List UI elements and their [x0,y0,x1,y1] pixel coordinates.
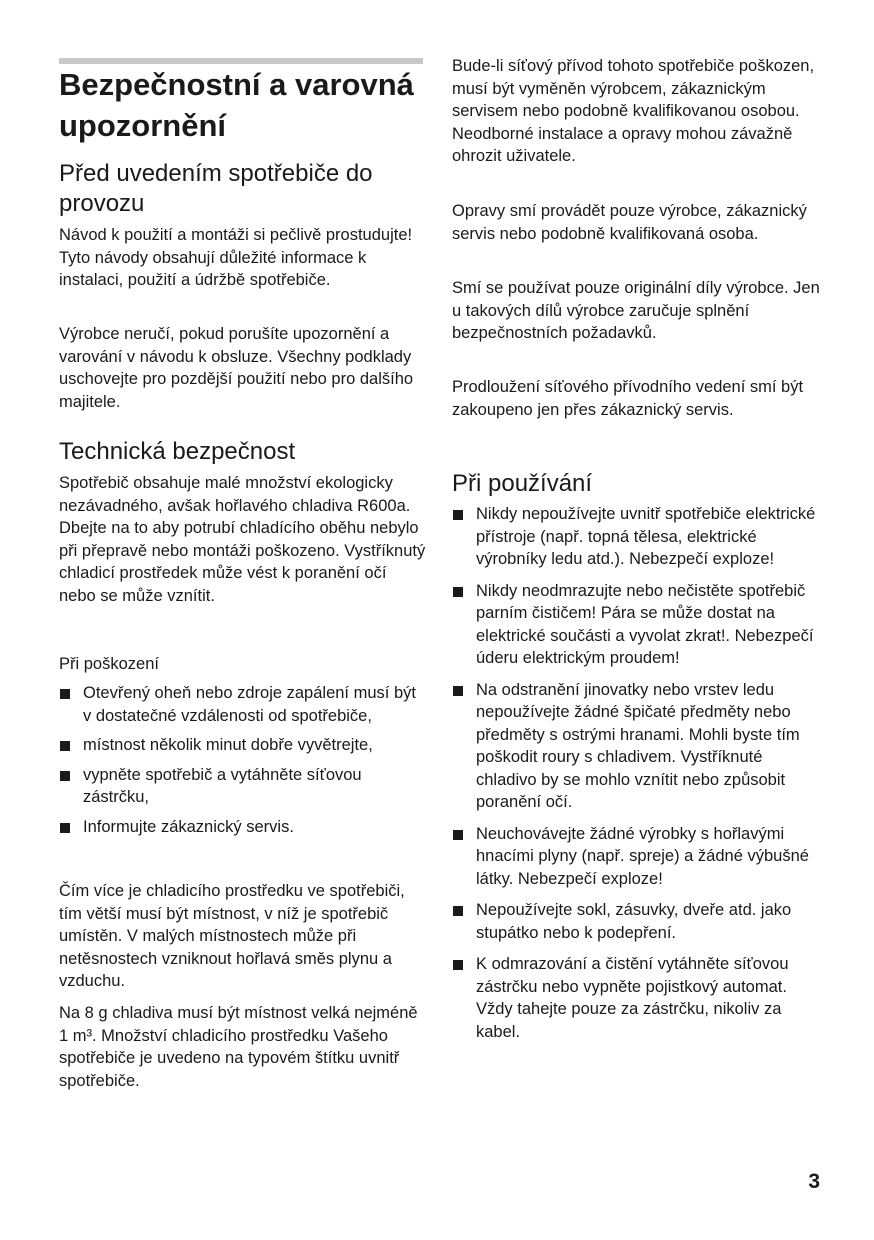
paragraph: Výrobce neručí, pokud porušíte upozornění a varování v návodu k obsluze. Všechny podklady uschovejte pro pozdější použití nebo pro dalšího majitele. [59,325,414,411]
square-bullet-icon [60,823,70,833]
paragraph: Čím více je chladicího prostředku ve spotřebiči, tím větší musí být místnost, v níž je spotřebič umístěn. V malých místnostech může při netěsnostech vzniknout hořlavá směs plynu a vzduchu. [59,882,405,990]
section-heading-in-use: Při používání [452,470,593,497]
square-bullet-icon [60,741,70,751]
square-bullet-icon [60,689,70,699]
section-heading-before-use: Před uvedením spotřebiče do provozu [59,160,373,217]
list-item: vypněte spotřebič a vytáhněte síťovou zástrčku, [59,764,427,809]
paragraph: Prodloužení síťového přívodního vedení smí být zakoupeno jen přes zákaznický servis. [452,378,804,419]
square-bullet-icon [453,906,463,916]
square-bullet-icon [453,510,463,520]
usage-bullet-list [452,503,820,1043]
list-item: Otevřený oheň nebo zdroje zapálení musí být v dostatečné vzdálenosti od spotřebiče, [59,682,427,727]
list-item: Neuchovávejte žádné výrobky s hořlavými hnacími plyny (např. spreje) a žádné výbušné látky. Nebezpečí exploze! [452,823,820,891]
square-bullet-icon [60,771,70,781]
section-heading-technical-safety: Technická bezpečnost [59,438,296,465]
paragraph: Opravy smí provádět pouze výrobce, zákaznický servis nebo podobně kvalifikovaná osoba. [452,202,807,243]
square-bullet-icon [453,830,463,840]
square-bullet-icon [453,960,463,970]
page-title: Bezpečnostní a varovná upozornění [59,67,414,143]
paragraph: Při poškození [59,655,159,673]
paragraph: Smí se používat pouze originální díly výrobce. Jen u takových dílů výrobce zaručuje splnění bezpečnostních požadavků. [452,279,820,342]
list-item: K odmrazování a čistění vytáhněte síťovou zástrčku nebo vypněte pojistkový automat. Vždy tahejte pouze za zástrčku, nikoliv za kabel. [452,953,820,1043]
list-item: Informujte zákaznický servis. [59,816,427,839]
paragraph: Na 8 g chladiva musí být místnost velká nejméně 1 m³. Množství chladicího prostředku Vašeho spotřebiče je uvedeno na typovém štítku uvnitř spotřebiče. [59,1004,418,1090]
square-bullet-icon [453,686,463,696]
paragraph: Spotřebič obsahuje malé množství ekologicky nezávadného, avšak hořlavého chladiva R600a. Dbejte na to aby potrubí chladícího oběhu nebylo při přepravě nebo montáži poškozeno. Vystříknutý chladicí prostředek může vést k poranění očí nebo se může vznítit. [59,474,426,605]
paragraph: Návod k použití a montáži si pečlivě prostudujte! Tyto návody obsahují důležité informace k instalaci, použití a údržbě spotřebiče. [59,226,413,289]
paragraph: Bude-li síťový přívod tohoto spotřebiče poškozen, musí být vyměněn výrobcem, zákaznickým servisem nebo podobně kvalifikovanou osobou. Neodborné instalace a opravy mohou závažně ohrozit uživatele. [452,57,815,165]
list-item: Nikdy neodmrazujte nebo nečistěte spotřebič parním čističem! Pára se může dostat na elektrické součásti a vyvolat zkrat!. Nebezpečí úderu elektrickým proudem! [452,580,820,670]
list-item: místnost několik minut dobře vyvětrejte, [59,734,427,757]
list-item: Na odstranění jinovatky nebo vrstev ledu nepoužívejte žádné špičaté předměty nebo předměty s ostrými hranami. Mohli byste tím poškodit roury s chladivem. Vystříknuté chladivo by se mohlo vznítit nebo způsobit poranění očí. [452,679,820,814]
list-item: Nepoužívejte sokl, zásuvky, dveře atd. jako stupátko nebo k podepření. [452,899,820,944]
list-item: Nikdy nepoužívejte uvnitř spotřebiče elektrické přístroje (např. topná tělesa, elektrické výrobníky ledu atd.). Nebezpečí exploze! [452,503,820,571]
damage-bullet-list [59,682,427,838]
square-bullet-icon [453,587,463,597]
page-number: 3 [808,1170,820,1193]
